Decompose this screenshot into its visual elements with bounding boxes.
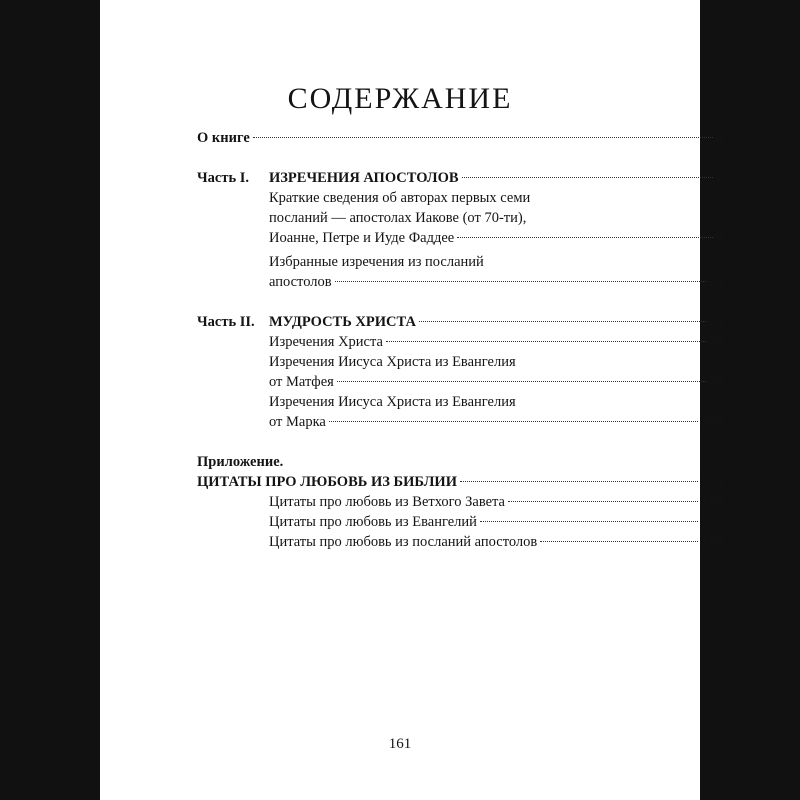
toc-entry-label: Изречения Христа [269, 334, 383, 350]
dot-leader [253, 137, 713, 138]
toc-page-number: 36 [708, 334, 723, 350]
toc-entry-label: О книге [197, 130, 250, 146]
toc-page-number: 35 [708, 314, 723, 330]
toc-page-number: 156 [701, 494, 723, 510]
toc-entry-line: Краткие сведения об авторах первых семи [269, 190, 531, 206]
left-dark-border [0, 0, 100, 800]
toc-entry [269, 372, 723, 392]
toc-page-number: 157 [701, 514, 723, 530]
dot-leader [480, 521, 698, 522]
toc-page-number: 3 [715, 130, 723, 146]
toc-entry-line: посланий — апостолах Иакове (от 70-ти), [269, 210, 527, 226]
dot-leader [337, 381, 706, 382]
toc-entry [269, 412, 723, 432]
toc-entry-label: Иоанне, Петре и Иуде Фаддее [269, 230, 455, 246]
toc-appendix [197, 472, 723, 492]
appendix-title: ЦИТАТЫ ПРО ЛЮБОВЬ ИЗ БИБЛИИ [197, 474, 457, 490]
dot-leader [462, 177, 713, 178]
toc-entry-label: от Марка [269, 414, 326, 430]
toc-entry-label: апостолов [269, 274, 332, 290]
toc-part-1 [197, 168, 723, 188]
toc-entry [269, 492, 723, 512]
page-number: 161 [388, 736, 412, 752]
toc-page-number: 108 [701, 414, 723, 430]
part-title: МУДРОСТЬ ХРИСТА [269, 314, 416, 330]
dot-leader [419, 321, 706, 322]
toc-entry-label: Цитаты про любовь из посланий апостолов [269, 534, 538, 550]
dot-leader [457, 237, 713, 238]
part-label: Часть II. [197, 314, 255, 330]
toc-entry-label: Цитаты про любовь из Евангелий [269, 514, 477, 530]
page-title: СОДЕРЖАНИЕ [287, 82, 513, 115]
toc-page-number: 158 [701, 534, 723, 550]
dot-leader [386, 341, 706, 342]
spacer [197, 432, 723, 452]
spacer [197, 292, 723, 312]
table-of-contents [197, 128, 723, 552]
toc-entry [269, 532, 723, 552]
toc-entry-label: от Матфея [269, 374, 334, 390]
toc-page-number: 38 [708, 374, 723, 390]
toc-entry-about [197, 128, 723, 148]
dot-leader [460, 481, 698, 482]
appendix-label: Приложение. [197, 454, 284, 470]
toc-entry-line: Изречения Иисуса Христа из Евангелия [269, 394, 516, 410]
toc-entry [269, 228, 723, 248]
toc-entry [269, 332, 723, 352]
toc-part-2 [197, 312, 723, 332]
toc-entry-line: Избранные изречения из посланий [269, 254, 484, 270]
dot-leader [508, 501, 698, 502]
toc-page-number: 20 [708, 274, 723, 290]
spacer [197, 148, 723, 168]
toc-entry-line: Изречения Иисуса Христа из Евангелия [269, 354, 516, 370]
toc-entry [269, 512, 723, 532]
toc-entry [269, 272, 723, 292]
dot-leader [329, 421, 698, 422]
dot-leader [540, 541, 698, 542]
toc-page-number: 7 [715, 170, 723, 186]
toc-page-number: 9 [715, 230, 723, 246]
toc-entry-label: Цитаты про любовь из Ветхого Завета [269, 494, 505, 510]
toc-page-number: 155 [701, 474, 723, 490]
part-title: ИЗРЕЧЕНИЯ АПОСТОЛОВ [269, 170, 459, 186]
part-label: Часть I. [197, 170, 250, 186]
dot-leader [335, 281, 706, 282]
book-page [100, 0, 723, 800]
